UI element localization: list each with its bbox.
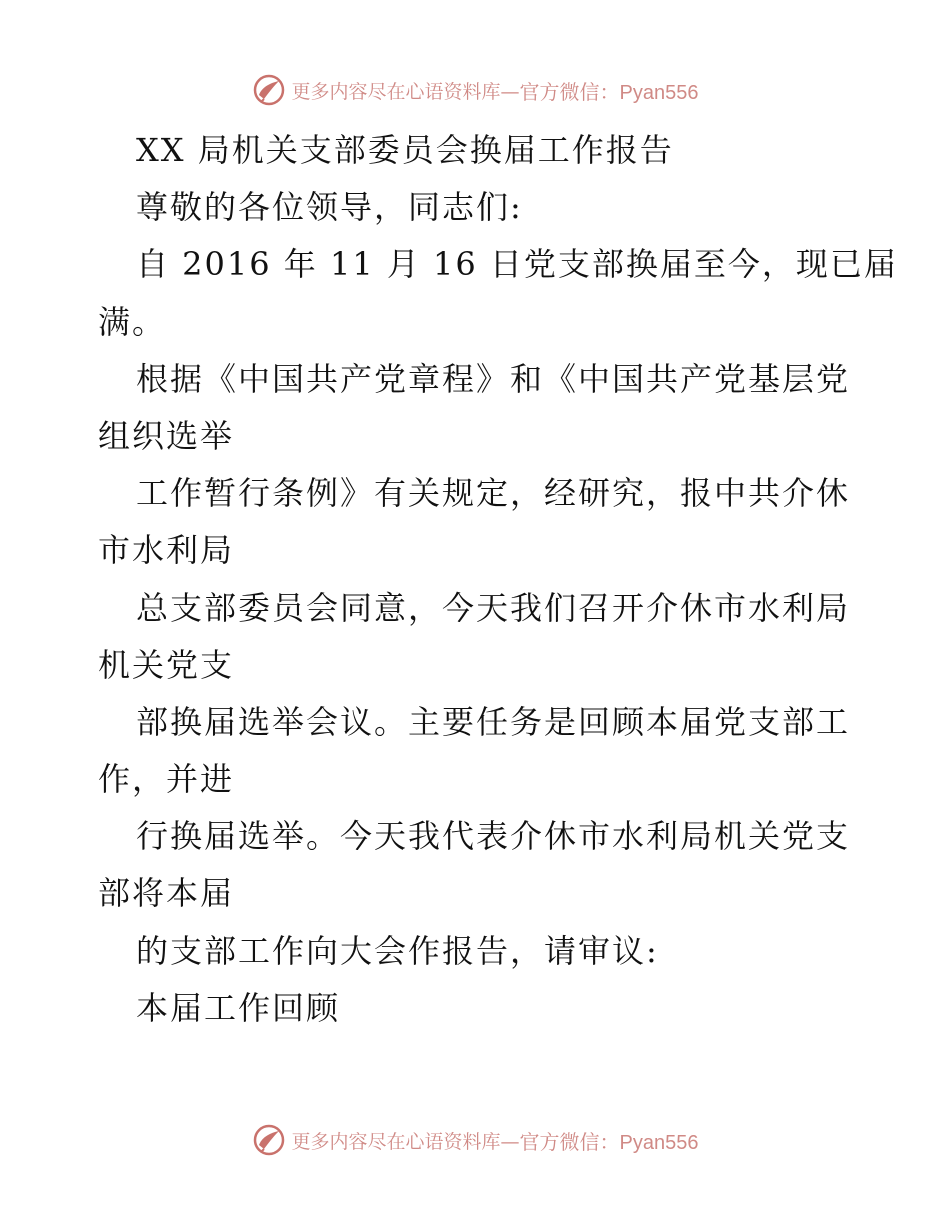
- document-line: 组织选举: [98, 416, 235, 455]
- document-line: 自 2016 年 11 月 16 日党支部换届至今，现已届: [136, 245, 898, 284]
- footer-watermark-banner: [0, 1120, 950, 1160]
- document-line: 行换届选举。今天我代表介休市水利局机关党支: [136, 817, 851, 856]
- document-line: 根据《中国共产党章程》和《中国共产党基层党: [136, 359, 851, 398]
- document-body: [98, 122, 898, 1037]
- header-brand-text: 更多内容尽在心语资料库—: [291, 80, 520, 103]
- document-line: 尊敬的各位领导，同志们:: [136, 188, 523, 227]
- document-line: XX 局机关支部委员会换届工作报告: [136, 131, 674, 169]
- document-line: 部换届选举会议。主要任务是回顾本届党支部工: [136, 702, 851, 741]
- document-line: 满。: [98, 302, 167, 341]
- document-line: 作，并进: [98, 760, 235, 799]
- document-line: 机关党支: [98, 645, 235, 684]
- document-line: 部将本届: [98, 874, 235, 913]
- header-watermark-banner: [0, 70, 950, 110]
- document-line: 的支部工作向大会作报告，请审议:: [136, 931, 659, 970]
- document-line: 本届工作回顾: [136, 988, 341, 1027]
- footer-wechat-text: 官方微信：Pyan556: [519, 1131, 699, 1154]
- pen-logo-icon: [252, 1123, 286, 1157]
- footer-brand-text: 更多内容尽在心语资料库—: [291, 1130, 520, 1153]
- document-line: 工作暂行条例》有关规定，经研究，报中共介休: [136, 474, 851, 513]
- pen-logo-icon: [252, 73, 286, 107]
- document-line: 市水利局: [98, 531, 235, 570]
- document-line: 总支部委员会同意，今天我们召开介休市水利局: [136, 588, 851, 627]
- header-wechat-text: 官方微信：Pyan556: [519, 81, 699, 104]
